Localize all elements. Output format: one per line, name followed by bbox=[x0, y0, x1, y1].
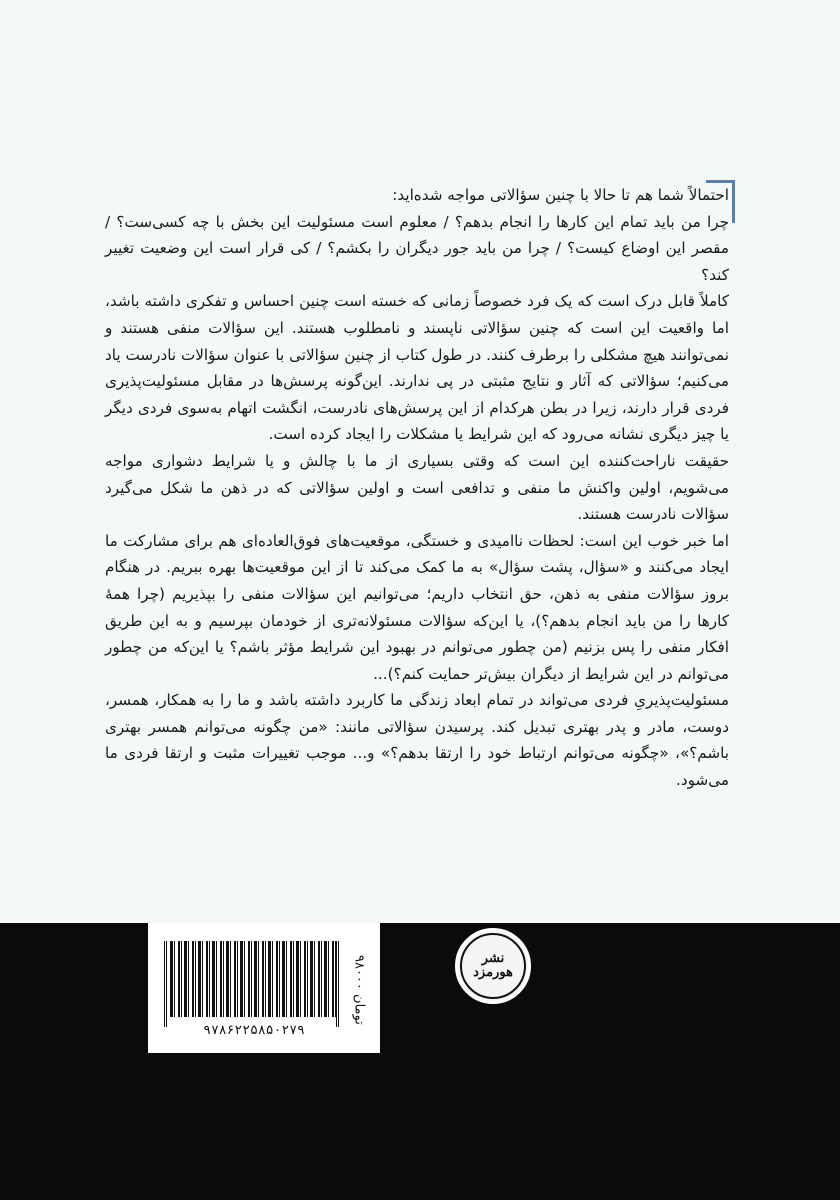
paragraph-good-news: اما خبر خوب این است: لحظات ناامیدی و خستگی، موقعیت‌های فوق‌العاده‌ای هم برای مشارکت ما ایجاد می‌کنند و «سؤال، پشت سؤال» به ما کمک می‌کند تا از این موقعیت‌ها بهره ببریم. در هنگام بروز سؤالات منفی به ذهن، حق انتخاب داریم؛ می‌توانیم این سؤالات منفی را بپذیریم (چرا همهٔ کارها را من باید انجام بدهم؟)، یا این‌که سؤالات مسئولانه‌تری از خودمان بپرسیم و به این طریق افکار منفی را پس بزنیم (من چطور می‌توانم در بهبود این شرایط مؤثر باشم؟ یا این‌که من چطور می‌توانم در این شرایط از دیگران بیش‌تر حمایت کنم؟)... bbox=[105, 531, 729, 683]
back-cover-text bbox=[105, 182, 729, 794]
paragraph-understanding: کاملاً قابل درک است که یک فرد خصوصاً زمانی که خسته است چنین احساس و تفکری داشته باشد، اما واقعیت این است که چنین سؤالاتی ناپسند و نامطلوب هستند. این سؤالات منفی هستند و نمی‌توانند هیچ مشکلی را برطرف کنند. در طول کتاب از چنین سؤالاتی با عنوان سؤالات نادرست یاد می‌کنیم؛ سؤالاتی که آثار و نتایج مثبتی در پی ندارند. این‌گونه پرسش‌ها در مقابل مسئولیت‌پذیری فردی قرار دارند، زیرا در بطن هرکدام از این پرسش‌های نادرست، انگشت اتهام به‌سوی فردی دیگر یا چیز دیگری نشانه می‌رود که این شرایط یا مشکلات را ایجاد کرده است. bbox=[105, 292, 729, 444]
cover-bottom-area bbox=[0, 923, 840, 1200]
paragraph-questions: چرا من باید تمام این کارها را انجام بدهم؟ / معلوم است مسئولیت این بخش با چه کسی‌ست؟ / مقصر این اوضاع کیست؟ / چرا من باید جور دیگران را بکشم؟ / کی قرار است این وضعیت تغییر کند؟ bbox=[105, 212, 729, 284]
barcode-label bbox=[148, 923, 380, 1053]
isbn-digits: ۹۷۸۶۲۲۵۸۵۰۲۷۹ bbox=[203, 1023, 305, 1038]
barcode-bars bbox=[164, 941, 340, 1017]
publisher-logo-text: نشر هورمزد bbox=[460, 933, 526, 999]
paragraph-intro: احتمالاً شما هم تا حالا با چنین سؤالاتی مواجه شده‌اید: bbox=[392, 186, 729, 204]
paragraph-truth: حقیقت ناراحت‌کننده این است که وقتی بسیاری از ما با چالش و یا شرایط دشواری مواجه می‌شویم، اولین واکنش ما منفی و تدافعی است و اولین سؤالاتی که در ذهن ما شکل می‌گیرد سؤالات نادرست هستند. bbox=[105, 451, 729, 524]
barcode-guard-left bbox=[164, 941, 168, 1027]
barcode-guard-right bbox=[336, 941, 340, 1027]
price-label: ۹۸۰۰۰ تومان bbox=[351, 955, 367, 1025]
publisher-logo bbox=[455, 928, 531, 1004]
paragraph-responsibility: مسئولیت‌پذیریِ فردی می‌تواند در تمام ابعاد زندگی ما کاربرد داشته باشد و ما را به همکار، همسر، دوست، مادر و پدر بهتری تبدیل کند. پرسیدن سؤالاتی مانند: «من چگونه می‌توانم همسر بهتری باشم؟»، «چگونه می‌توانم ارتباط خود را ارتقا بدهم؟» و... موجب تغییرات مثبت و ارتقا فردی ما می‌شود. bbox=[105, 691, 729, 790]
